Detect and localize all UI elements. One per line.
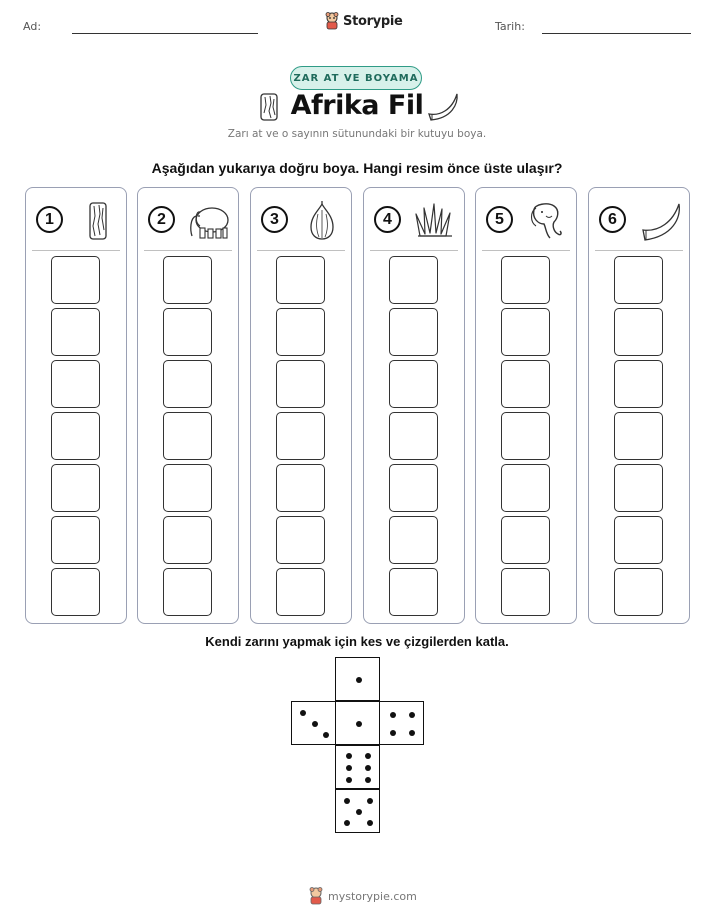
color-box[interactable] bbox=[163, 568, 212, 616]
color-box[interactable] bbox=[51, 464, 100, 512]
tree-bark-icon bbox=[74, 200, 120, 242]
die-pip bbox=[346, 753, 352, 759]
color-box[interactable] bbox=[389, 568, 438, 616]
die-pip bbox=[365, 777, 371, 783]
die-pip bbox=[409, 730, 415, 736]
color-box[interactable] bbox=[614, 568, 663, 616]
die-pip bbox=[356, 809, 362, 815]
die-pip bbox=[344, 820, 350, 826]
name-label: Ad: bbox=[23, 20, 42, 33]
die-face-6 bbox=[335, 745, 380, 789]
die-face-1 bbox=[335, 657, 380, 701]
elephant-icon bbox=[186, 200, 232, 242]
die-pip bbox=[365, 753, 371, 759]
column-divider bbox=[482, 250, 570, 251]
die-pip bbox=[312, 721, 318, 727]
storypie-mascot-icon bbox=[308, 887, 324, 905]
color-box[interactable] bbox=[163, 412, 212, 460]
name-line bbox=[72, 33, 258, 34]
color-box[interactable] bbox=[163, 516, 212, 564]
die-pip bbox=[390, 730, 396, 736]
color-box[interactable] bbox=[276, 464, 325, 512]
color-box[interactable] bbox=[389, 464, 438, 512]
column-number: 2 bbox=[148, 206, 175, 233]
tusk-icon bbox=[637, 200, 683, 242]
cut-instruction: Kendi zarını yapmak için kes ve çizgilerden katla. bbox=[205, 634, 509, 649]
column-number: 5 bbox=[486, 206, 513, 233]
color-box[interactable] bbox=[163, 256, 212, 304]
die-pip bbox=[356, 721, 362, 727]
column-1 bbox=[25, 187, 127, 624]
color-box[interactable] bbox=[389, 308, 438, 356]
die-pip bbox=[390, 712, 396, 718]
color-box[interactable] bbox=[51, 516, 100, 564]
column-divider bbox=[257, 250, 345, 251]
color-box[interactable] bbox=[276, 308, 325, 356]
footer-url: mystorypie.com bbox=[328, 889, 417, 903]
die-face-3 bbox=[291, 701, 336, 745]
color-box[interactable] bbox=[51, 360, 100, 408]
color-box[interactable] bbox=[614, 256, 663, 304]
footer bbox=[308, 887, 417, 905]
die-pip bbox=[367, 798, 373, 804]
die-pip bbox=[346, 765, 352, 771]
die-face-5 bbox=[335, 789, 380, 833]
color-box[interactable] bbox=[614, 516, 663, 564]
color-box[interactable] bbox=[51, 568, 100, 616]
column-number: 6 bbox=[599, 206, 626, 233]
page-title: Afrika Fil bbox=[290, 90, 424, 121]
column-number: 1 bbox=[36, 206, 63, 233]
color-box[interactable] bbox=[51, 256, 100, 304]
color-box[interactable] bbox=[614, 360, 663, 408]
date-line bbox=[542, 33, 691, 34]
color-box[interactable] bbox=[276, 360, 325, 408]
column-divider bbox=[32, 250, 120, 251]
subtitle: Zarı at ve o sayının sütunundaki bir kutuyu boya. bbox=[227, 128, 487, 140]
elephant-trunk-icon bbox=[524, 200, 570, 242]
color-box[interactable] bbox=[501, 516, 550, 564]
die-pip bbox=[344, 798, 350, 804]
color-box[interactable] bbox=[501, 256, 550, 304]
color-box[interactable] bbox=[276, 256, 325, 304]
column-5 bbox=[475, 187, 577, 624]
column-number: 3 bbox=[261, 206, 288, 233]
column-6 bbox=[588, 187, 690, 624]
color-box[interactable] bbox=[389, 256, 438, 304]
die-pip bbox=[409, 712, 415, 718]
column-divider bbox=[370, 250, 458, 251]
column-divider bbox=[595, 250, 683, 251]
color-box[interactable] bbox=[501, 568, 550, 616]
color-box[interactable] bbox=[501, 360, 550, 408]
die-pip bbox=[356, 677, 362, 683]
die-pip bbox=[367, 820, 373, 826]
color-box[interactable] bbox=[614, 464, 663, 512]
die-face-1 bbox=[335, 701, 380, 745]
color-box[interactable] bbox=[389, 516, 438, 564]
storypie-mascot-icon bbox=[324, 12, 340, 30]
color-box[interactable] bbox=[389, 412, 438, 460]
color-box[interactable] bbox=[51, 412, 100, 460]
die-pip bbox=[300, 710, 306, 716]
column-number: 4 bbox=[374, 206, 401, 233]
color-box[interactable] bbox=[163, 308, 212, 356]
grass-icon bbox=[412, 200, 458, 242]
fig-fruit-icon bbox=[299, 200, 345, 242]
color-box[interactable] bbox=[276, 412, 325, 460]
die-pip bbox=[323, 732, 329, 738]
color-box[interactable] bbox=[389, 360, 438, 408]
color-box[interactable] bbox=[501, 412, 550, 460]
activity-badge: ZAR AT VE BOYAMA bbox=[290, 66, 422, 90]
column-divider bbox=[144, 250, 232, 251]
die-face-4 bbox=[379, 701, 424, 745]
brand-name: Storypie bbox=[343, 13, 403, 29]
color-box[interactable] bbox=[501, 308, 550, 356]
column-3 bbox=[250, 187, 352, 624]
brand-logo bbox=[324, 12, 403, 30]
color-box[interactable] bbox=[276, 568, 325, 616]
column-4 bbox=[363, 187, 465, 624]
color-box[interactable] bbox=[501, 464, 550, 512]
instruction-text: Aşağıdan yukarıya doğru boya. Hangi resim önce üste ulaşır? bbox=[151, 160, 563, 176]
color-box[interactable] bbox=[614, 308, 663, 356]
column-2 bbox=[137, 187, 239, 624]
color-box[interactable] bbox=[51, 308, 100, 356]
color-box[interactable] bbox=[163, 464, 212, 512]
date-label: Tarih: bbox=[495, 20, 525, 33]
color-box[interactable] bbox=[614, 412, 663, 460]
tusk-icon bbox=[426, 92, 460, 122]
die-pip bbox=[365, 765, 371, 771]
die-pip bbox=[346, 777, 352, 783]
color-box[interactable] bbox=[276, 516, 325, 564]
color-box[interactable] bbox=[163, 360, 212, 408]
